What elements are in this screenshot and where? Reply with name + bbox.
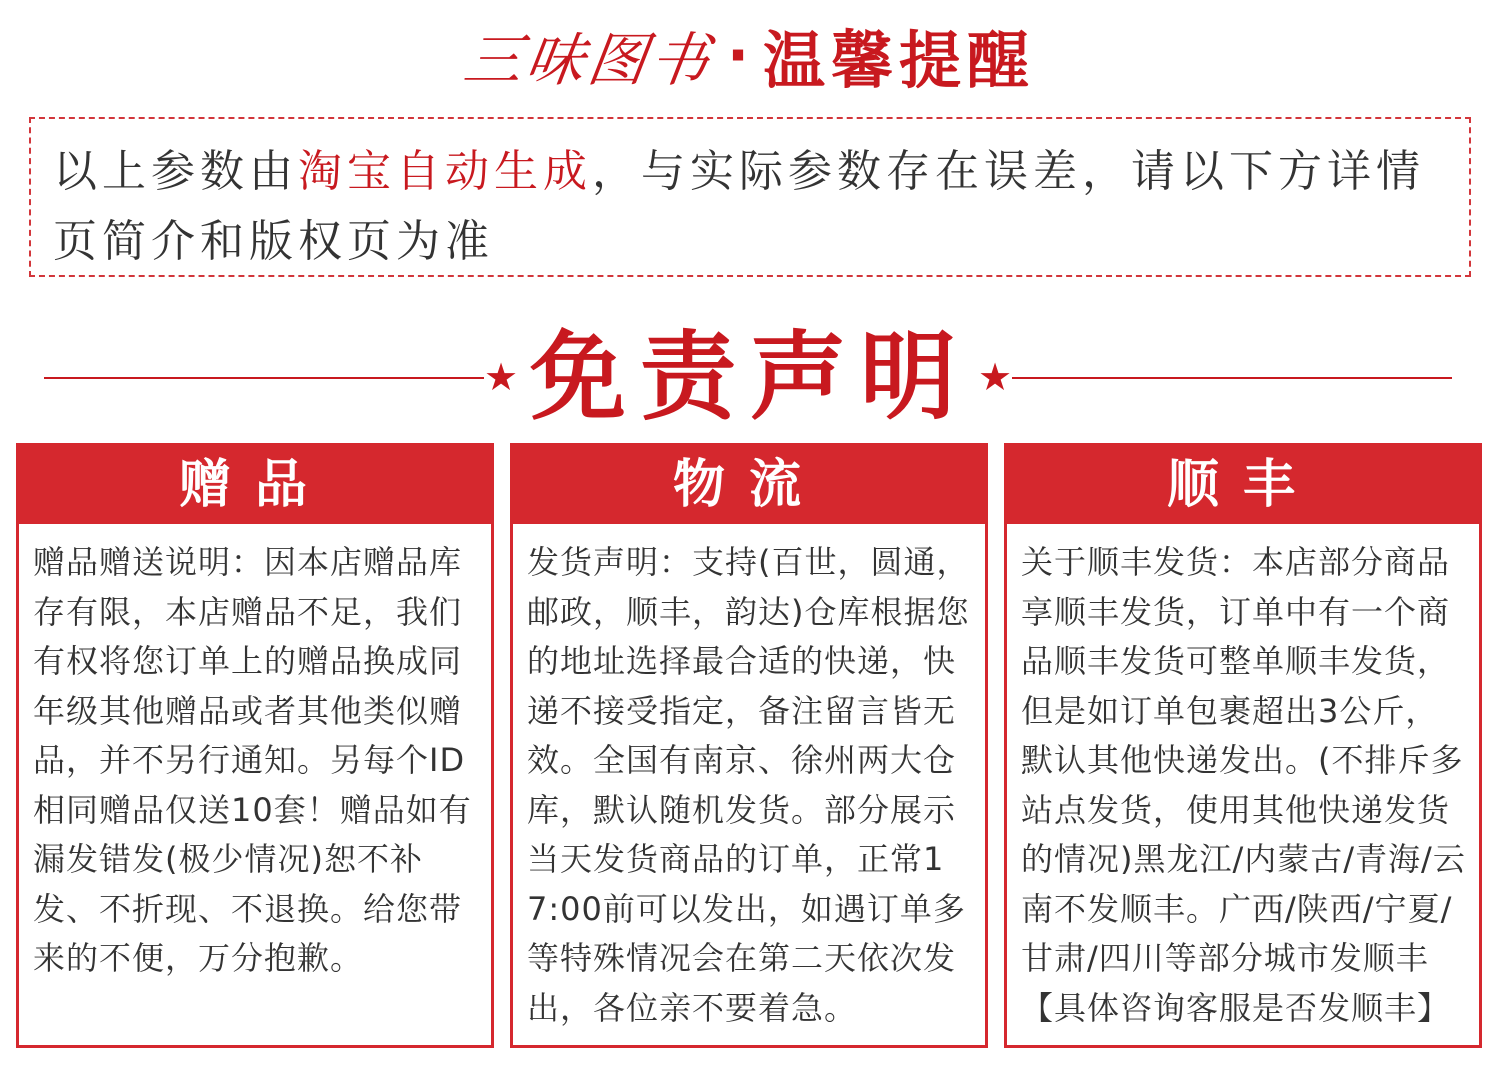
gift-panel-title: 赠品: [19, 446, 491, 524]
reminder-title: 温馨提醒: [763, 23, 1036, 97]
gift-panel-text: 赠品赠送说明：因本店赠品库存有限，本店赠品不足，我们有权将您订单上的赠品换成同年级其他赠品或者其他类似赠品，并不另行通知。另每个ID相同赠品仅送10套！赠品如有漏发错发(极少情况)恕不补发、不折现、不退换。给您带来的不便，万分抱歉。: [33, 543, 472, 977]
divider-line-right: [1012, 377, 1452, 379]
logistics-panel-title: 物流: [513, 446, 985, 524]
sf-express-panel-text: 关于顺丰发货：本店部分商品享顺丰发货，订单中有一个商品顺丰发货可整单顺丰发货，但是如订单包裹超出3公斤，默认其他快递发出。(不排斥多站点发货，使用其他快递发货的情况)黑龙江/内蒙古/青海/云南不发顺丰。广西/陕西/宁夏/甘肃/四川等部分城市发顺丰【具体咨询客服是否发顺丰】: [1021, 543, 1466, 1027]
sf-express-panel-title: 顺丰: [1007, 446, 1479, 524]
notice-highlight: 淘宝自动生成: [298, 146, 592, 197]
logistics-panel-text: 发货声明：支持(百世，圆通，邮政，顺丰，韵达)仓库根据您的地址选择最合适的快递，快递不接受指定，备注留言皆无效。全国有南京、徐州两大仓库，默认随机发货。部分展示当天发货商品的订单，正常17:00前可以发出，如遇订单多等特殊情况会在第二天依次发出，各位亲不要着急。: [527, 543, 970, 1027]
parameter-notice: [29, 117, 1471, 277]
header: [0, 10, 1500, 100]
divider-line-left: [44, 377, 484, 379]
disclaimer-heading: [0, 320, 1500, 435]
logistics-panel: [510, 443, 988, 1048]
star-icon-right: ★: [978, 355, 1013, 399]
brand-logo: 三味图书: [459, 26, 718, 94]
disclaimer-title: 免责声明: [530, 321, 970, 433]
star-icon-left: ★: [484, 355, 519, 399]
notice-text-before: 以上参数由: [53, 146, 298, 197]
notice-text-after: ，与实际参数存在误差，请以下方详情页简介和版权页为准: [53, 146, 1425, 267]
title-separator: ·: [726, 21, 750, 89]
gift-panel: [16, 443, 494, 1048]
sf-express-panel: [1004, 443, 1482, 1048]
